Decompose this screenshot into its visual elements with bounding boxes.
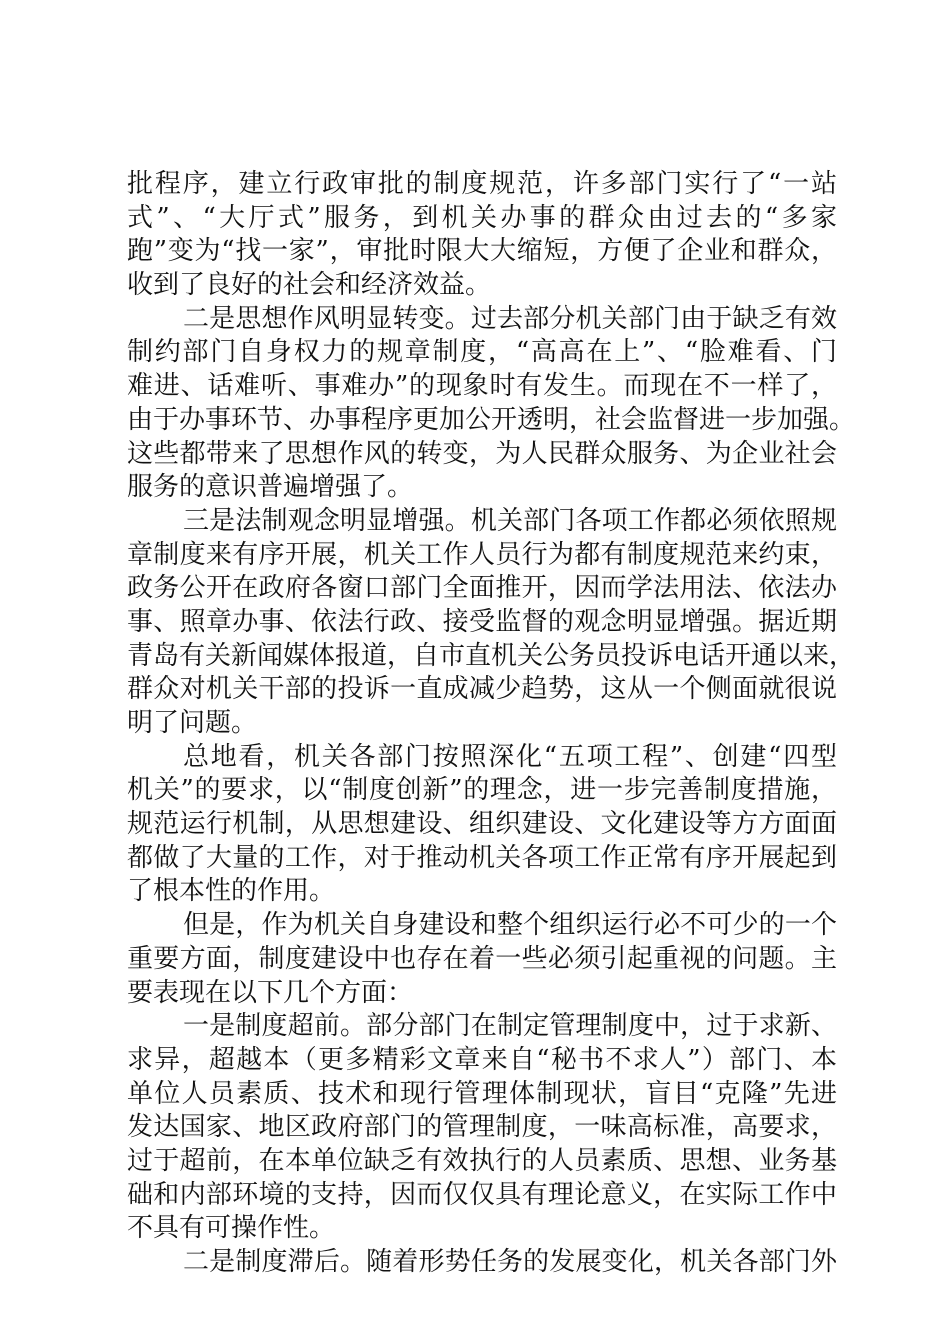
- paragraph-line: 三是法制观念明显增强。机关部门各项工作都必须依照规: [183, 505, 837, 536]
- paragraph: [127, 741, 837, 909]
- paragraph-line: 二是制度滞后。随着形势任务的发展变化，机关各部门外: [183, 1247, 837, 1277]
- paragraph-line: 一是制度超前。部分部门在制定管理制度中，过于求新、: [183, 1011, 837, 1042]
- paragraph-line: 发达国家、地区政府部门的管理制度，一味高标准，高要求，: [127, 1112, 837, 1143]
- paragraph-line: 政务公开在政府各窗口部门全面推开，因而学法用法、依法办: [127, 573, 837, 604]
- paragraph-line: 明了问题。: [127, 708, 258, 738]
- paragraph-line: 收到了良好的社会和经济效益。: [127, 270, 492, 301]
- paragraph-line: 群众对机关干部的投诉一直成减少趋势，这从一个侧面就很说: [127, 674, 837, 705]
- paragraph-line: 都做了大量的工作，对于推动机关各项工作正常有序开展起到: [127, 842, 837, 873]
- paragraph-line: 础和内部环境的支持，因而仅仅具有理论意义，在实际工作中: [127, 1179, 837, 1210]
- paragraph-line: 但是，作为机关自身建设和整个组织运行必不可少的一个: [183, 910, 837, 941]
- paragraph: [127, 168, 837, 303]
- paragraph-line: 跑”变为“找一家”，审批时限大大缩短，方便了企业和群众，: [127, 236, 837, 267]
- paragraph-line: 要表现在以下几个方面：: [127, 977, 414, 1008]
- paragraph-line: 服务的意识普遍增强了。: [127, 472, 414, 503]
- paragraph-line: 重要方面，制度建设中也存在着一些必须引起重视的问题。主: [127, 943, 837, 974]
- paragraph-line: 不具有可操作性。: [127, 1213, 336, 1244]
- paragraph-line: 规范运行机制，从思想建设、组织建设、文化建设等方方面面: [127, 809, 837, 840]
- paragraph: [127, 303, 856, 505]
- paragraph: [127, 909, 837, 1010]
- paragraph-line: 求异，超越本（更多精彩文章来自“秘书不求人”）部门、本: [127, 1044, 837, 1075]
- paragraph-line: 由于办事环节、办事程序更加公开透明，社会监督进一步加强。: [127, 404, 856, 435]
- paragraph-line: 批程序，建立行政审批的制度规范，许多部门实行了“一站: [127, 169, 837, 199]
- paragraph-line: 青岛有关新闻媒体报道，自市直机关公务员投诉电话开通以来，: [127, 640, 856, 671]
- paragraph-line: 难进、话难听、事难办”的现象时有发生。而现在不一样了，: [127, 371, 837, 402]
- paragraph-line: 这些都带来了思想作风的转变，为人民群众服务、为企业社会: [127, 438, 837, 469]
- document-body: [127, 168, 856, 1280]
- paragraph-line: 二是思想作风明显转变。过去部分机关部门由于缺乏有效: [183, 303, 837, 334]
- paragraph-line: 章制度来有序开展，机关工作人员行为都有制度规范来约束，: [127, 539, 837, 570]
- paragraph-line: 单位人员素质、技术和现行管理体制现状，盲目“克隆”先进: [127, 1078, 837, 1109]
- paragraph: [127, 1010, 837, 1246]
- paragraph-line: 式”、“大厅式”服务，到机关办事的群众由过去的“多家: [127, 202, 837, 233]
- paragraph: [127, 505, 856, 741]
- paragraph-line: 事、照章办事、依法行政、接受监督的观念明显增强。据近期: [127, 606, 837, 637]
- paragraph-line: 过于超前，在本单位缺乏有效执行的人员素质、思想、业务基: [127, 1145, 837, 1176]
- paragraph-line: 了根本性的作用。: [127, 876, 336, 907]
- paragraph-line: 制约部门自身权力的规章制度，“高高在上”、“脸难看、门: [127, 337, 837, 368]
- paragraph-line: 机关”的要求，以“制度创新”的理念，进一步完善制度措施，: [127, 775, 837, 806]
- paragraph-line: 总地看，机关各部门按照深化“五项工程”、创建“四型: [183, 741, 837, 772]
- paragraph: [127, 1246, 837, 1280]
